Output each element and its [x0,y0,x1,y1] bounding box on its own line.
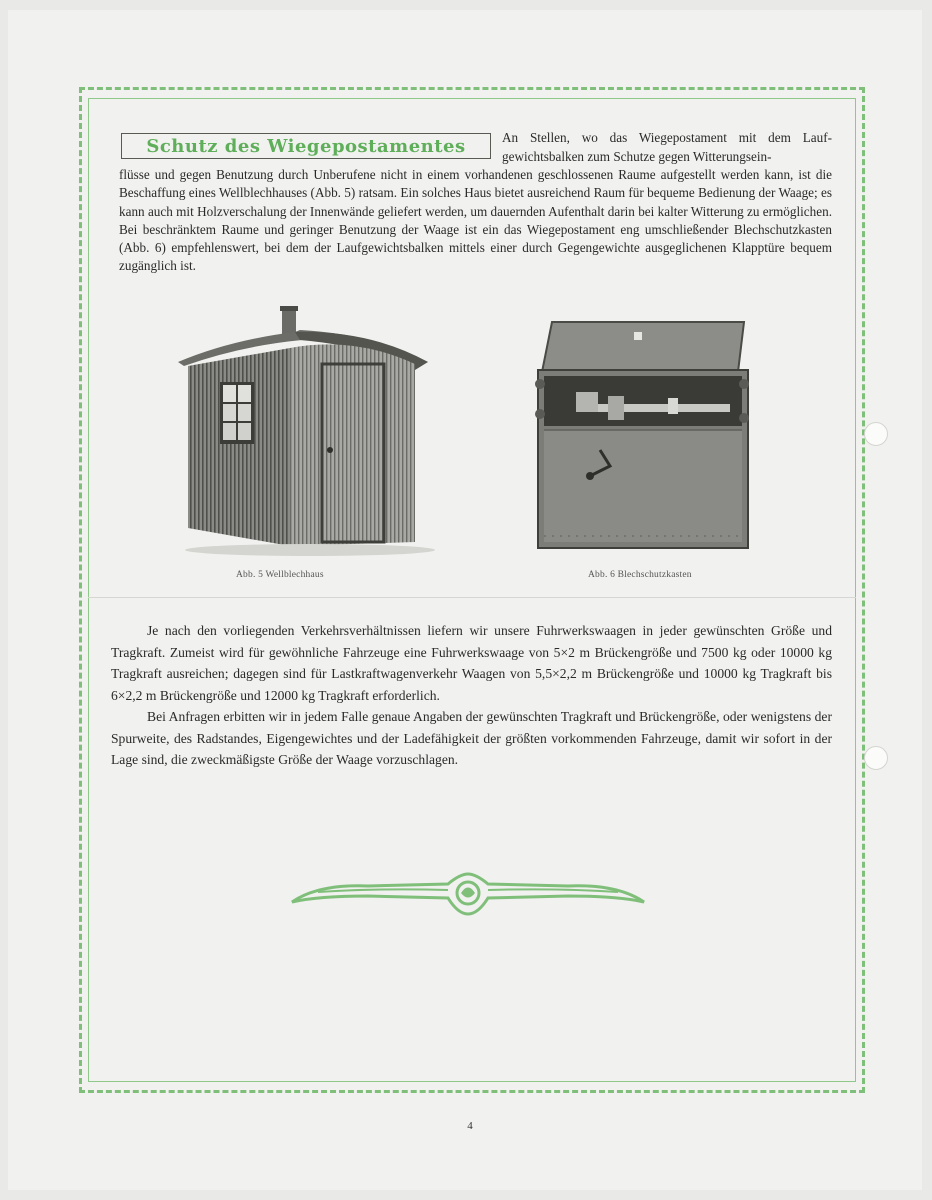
paragraph-sizes: Je nach den vorliegenden Verkehrsverhältnissen liefern wir unsere Fuhrwerkswaagen in jeder gewünschten Größe und Tragkraft. Zumeist wird für gewöhnliche Fahrzeuge eine Fuhrwerkswaage von 5×2 m Brückengröße und 7500 kg oder 10000 kg Tragkraft ausreichen; dagegen sind für Lastkraftwagenverkehr Waagen von 5,5×2,2 m Brückengröße und 10000 kg Tragkraft bis 6×2,2 m Brückengröße und 12000 kg Tragkraft erforderlich. [111,623,832,703]
figure-5-caption: Abb. 5 Wellblechhaus [236,570,324,580]
body-text [111,620,832,771]
sheet-metal-cabinet-illustration [530,300,760,560]
paper-fold-line [88,597,856,598]
section-heading-box [121,133,491,159]
corrugated-shed-illustration [170,300,435,560]
figure-6-caption: Abb. 6 Blechschutzkasten [588,570,692,580]
section-heading: Schutz des Wiegepostamentes [146,135,466,157]
decorative-divider-ornament [288,870,648,918]
punch-hole-lower [864,746,888,770]
intro-text-first-lines: An Stellen, wo das Wiegepostament mit dem Lauf-gewichtsbalken zum Schutze gegen Witterungsein- [502,130,832,164]
page-number: 4 [467,1120,473,1132]
intro-text: flüsse und gegen Benutzung durch Unberufene nicht in einem vorhandenen geschlossenen Raume aufgestellt werden kann, ist die Beschaffung eines Wellblechhauses (Abb. 5) ratsam. Ein solches Haus bietet ausreichend Raum für bequeme Bedienung der Waage; es kann auch mit Holzverschalung der Innenwände geliefert werden, um dauernden Aufenthalt darin bei kalter Witterung zu ermöglichen. Bei beschränktem Raume und geringer Benutzung der Waage ist ein das Wiegepostament eng umschließender Blechschutzkasten (Abb. 6) empfehlenswert, bei dem der Laufgewichtsbalken mittels einer durch Gegengewichte ausgeglichenen Klapptüre bequem zugänglich ist. [119,167,832,274]
punch-hole-upper [864,422,888,446]
paragraph-inquiries: Bei Anfragen erbitten wir in jedem Falle genaue Angaben der gewünschten Tragkraft und Brückengröße, oder wenigstens der Spurweite, des Radstandes, Eigengewichtes und der Ladefähigkeit der größten vorkommenden Fahrzeuge, damit wir sofort in der Lage sind, die zweckmäßigste Größe der Waage vorzuschlagen. [111,709,832,767]
